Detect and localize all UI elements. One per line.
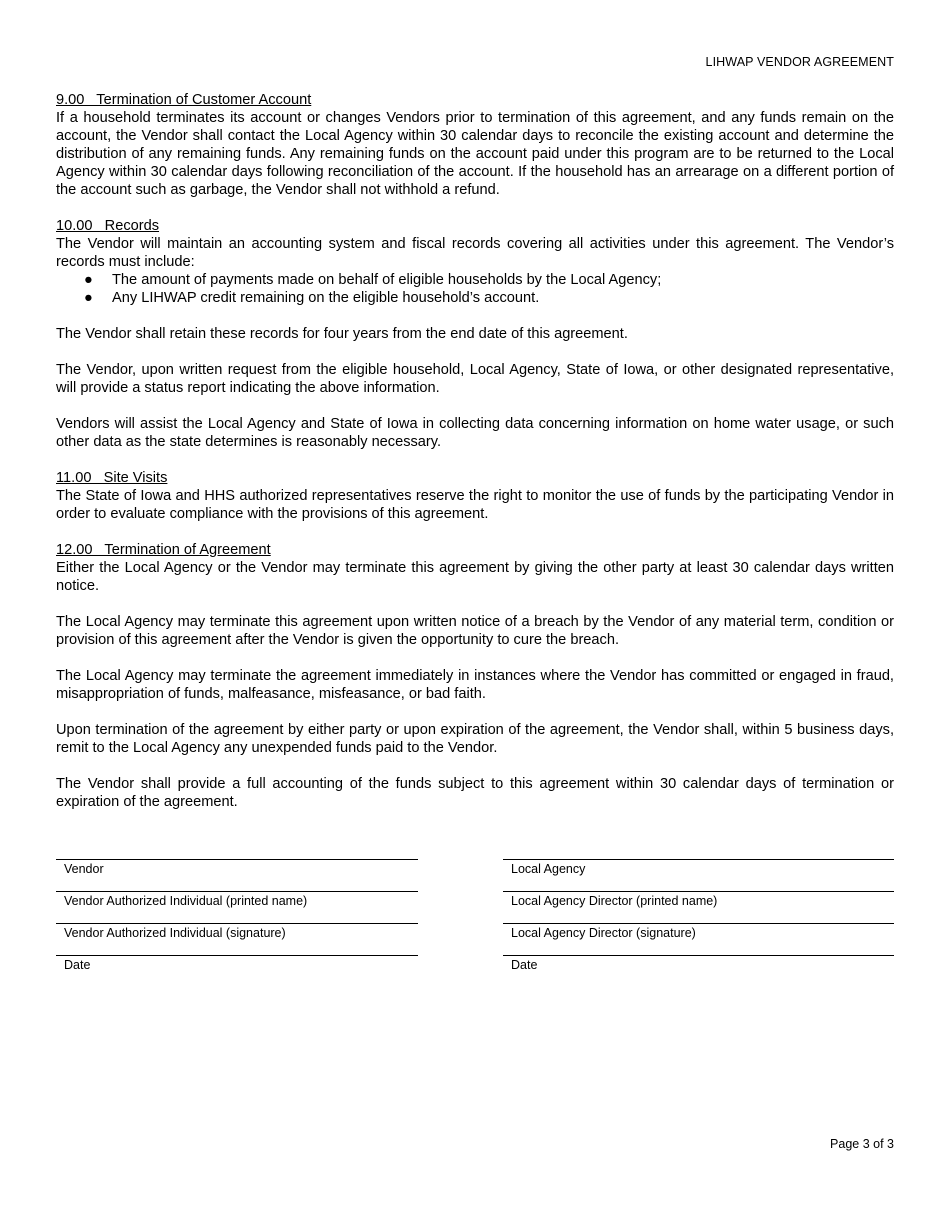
signature-block xyxy=(56,859,894,979)
section-10-title: 10.00 Records xyxy=(56,218,160,234)
document-body xyxy=(56,91,894,811)
list-item xyxy=(56,289,894,307)
section-12-paragraph-2: The Local Agency may terminate this agreement upon written notice of a breach by the Vendor of any material term, condition or provision of this agreement after the Vendor is given the opportunity to cure the breach. xyxy=(56,614,894,648)
document-header-title: LIHWAP VENDOR AGREEMENT xyxy=(705,55,894,69)
section-12-title: 12.00 Termination of Agreement xyxy=(56,542,271,558)
section-10-paragraph-3: The Vendor, upon written request from the eligible household, Local Agency, State of Iowa, or other designated representative, will provide a status report indicating the above information. xyxy=(56,362,894,396)
section-10-paragraph-1: The Vendor will maintain an accounting system and fiscal records covering all activities under this agreement. The Vendor’s records must include: xyxy=(56,236,894,270)
local-agency-line[interactable]: Local Agency xyxy=(503,859,894,891)
list-item-text: The amount of payments made on behalf of eligible households by the Local Agency; xyxy=(112,272,662,288)
list-item xyxy=(56,271,894,289)
section-9-title: 9.00 Termination of Customer Account xyxy=(56,92,312,108)
vendor-signature-line[interactable]: Vendor Authorized Individual (signature) xyxy=(56,923,418,955)
bullet-icon: ● xyxy=(84,272,93,288)
list-item-text: Any LIHWAP credit remaining on the eligible household’s account. xyxy=(112,290,540,306)
section-12-paragraph-5: The Vendor shall provide a full accounting of the funds subject to this agreement within 30 calendar days of termination or expiration of the agreement. xyxy=(56,776,894,810)
director-signature-line[interactable]: Local Agency Director (signature) xyxy=(503,923,894,955)
director-printed-name-line[interactable]: Local Agency Director (printed name) xyxy=(503,891,894,923)
vendor-line[interactable]: Vendor xyxy=(56,859,418,891)
section-11-title: 11.00 Site Visits xyxy=(56,470,168,486)
local-agency-signature-column xyxy=(503,859,894,987)
section-9-paragraph: If a household terminates its account or changes Vendors prior to termination of this agreement, and any funds remain on the account, the Vendor shall contact the Local Agency within 30 calendar days to reconcile the existing account and determine the distribution of any remaining funds. Any remaining funds on the account paid under this program are to be returned to the Local Agency within 30 calendar days following reconciliation of the account. If the household has an arrearage on a different portion of the account such as garbage, the Vendor shall not withhold a refund. xyxy=(56,110,894,198)
section-12-paragraph-4: Upon termination of the agreement by either party or upon expiration of the agreement, the Vendor shall, within 5 business days, remit to the Local Agency any unexpended funds paid to the Vendor. xyxy=(56,722,894,756)
vendor-signature-column xyxy=(56,859,418,987)
section-12-paragraph-3: The Local Agency may terminate the agreement immediately in instances where the Vendor has committed or engaged in fraud, misappropriation of funds, malfeasance, misfeasance, or bad faith. xyxy=(56,668,894,702)
page-number: Page 3 of 3 xyxy=(830,1137,894,1151)
section-12-paragraph-1: Either the Local Agency or the Vendor may terminate this agreement by giving the other party at least 30 calendar days written notice. xyxy=(56,560,894,594)
vendor-date-line[interactable]: Date xyxy=(56,955,418,987)
agency-date-line[interactable]: Date xyxy=(503,955,894,987)
section-11-paragraph: The State of Iowa and HHS authorized representatives reserve the right to monitor the use of funds by the participating Vendor in order to evaluate compliance with the provisions of this agreement. xyxy=(56,488,894,522)
section-10-paragraph-4: Vendors will assist the Local Agency and State of Iowa in collecting data concerning information on home water usage, or such other data as the state determines is reasonably necessary. xyxy=(56,416,894,450)
section-10-paragraph-2: The Vendor shall retain these records for four years from the end date of this agreement. xyxy=(56,326,628,342)
vendor-printed-name-line[interactable]: Vendor Authorized Individual (printed name) xyxy=(56,891,418,923)
bullet-icon: ● xyxy=(84,290,93,306)
records-bullet-list xyxy=(56,271,894,307)
